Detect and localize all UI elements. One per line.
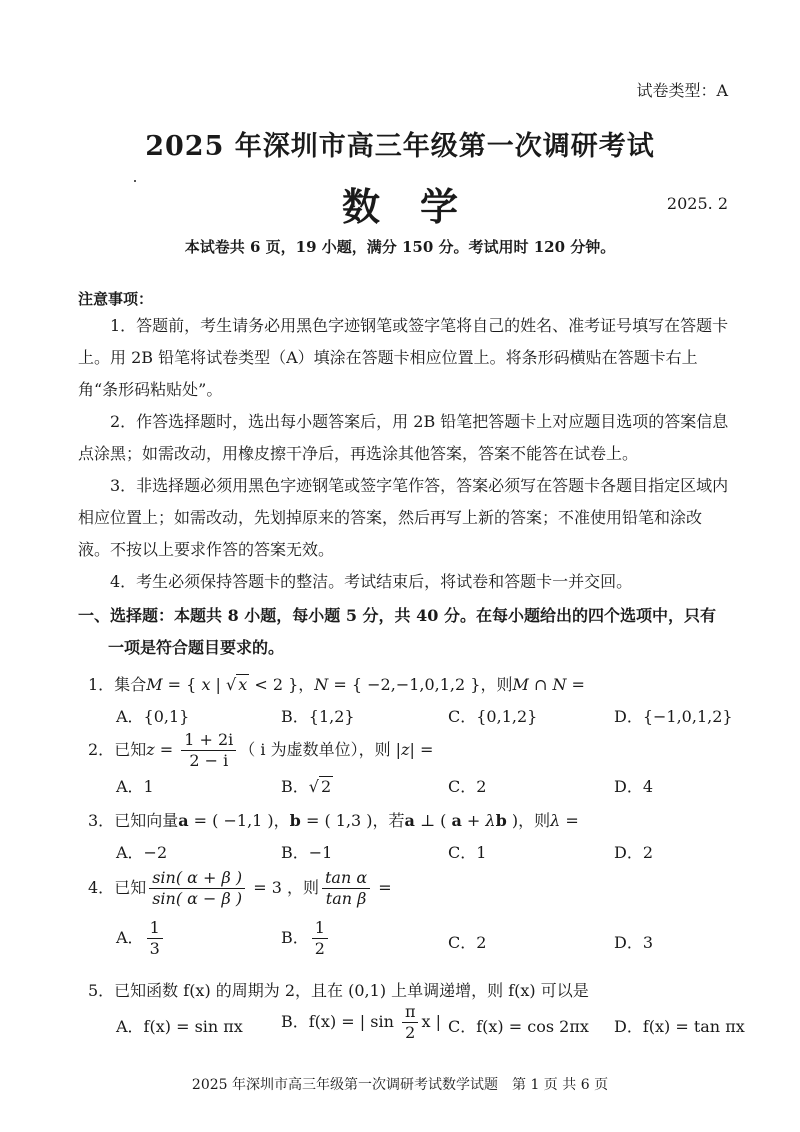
option-a: A．1 xyxy=(116,777,154,796)
option-a: A．f(x) = sin πx xyxy=(116,1017,243,1036)
paper-type: 试卷类型：A xyxy=(636,81,728,100)
option-b: B．√ 2 xyxy=(281,777,332,796)
question-4: 4．已知 $\frac{\sin( \alpha + \beta )}{\sin( \alpha - \beta )}$ = 3 ，则 $\frac{\text{tan α}}{\text{tan β}}$ = xyxy=(88,868,392,908)
note-item: 3．非选择题必须用黑色字迹钢笔或签字笔作答，答案必须写在答题卡各题目指定区域内相应位置上；如需改动，先划掉原来的答案，然后再写上新的答案；不准使用铅笔和涂改液。不按以上要求作答的答案无效。 xyxy=(78,476,729,559)
page-footer: 2025 年深圳市高三年级第一次调研考试数学试题 第 1 页 共 6 页 xyxy=(191,1077,609,1093)
option-b: B． $\frac{1}{2}$ xyxy=(281,918,331,959)
section-line-2: 一项是符合题目要求的。 xyxy=(108,638,285,657)
section-line-1: 一、选择题：本题共 8 小题，每小题 5 分，共 40 分。在每小题给出的四个选项中，只有 xyxy=(78,606,716,625)
option-d: D．{−1,0,1,2} xyxy=(614,707,733,726)
option-d: D．f(x) = tan πx xyxy=(614,1017,745,1036)
question-3: 3．已知向量a = ( −1,1 )，b = ( 1,3 )，若a ⊥ ( a + λb )，则λ = xyxy=(88,811,579,830)
note-item: 1．答题前，考生请务必用黑色字迹钢笔或签字笔将自己的姓名、准考证号填写在答题卡上。用 2B 铅笔将试卷类型（A）填涂在答题卡相应位置上。将条形码横贴在答题卡右上角“条形码粘贴处”。 xyxy=(78,316,729,399)
option-c: C．f(x) = cos 2πx xyxy=(448,1017,589,1036)
subject-title: 数学 xyxy=(341,184,498,229)
fraction: $\frac{\text{tan α}}{\text{tan β}}$ xyxy=(322,868,370,909)
option-c: C．1 xyxy=(448,843,487,862)
option-b: B．{1,2} xyxy=(281,707,355,726)
option-d: D．2 xyxy=(614,843,654,862)
question-5: 5．已知函数 f(x) 的周期为 2，且在 (0,1) 上单调递增，则 f(x) 可以是 xyxy=(88,981,589,1000)
option-d: D．4 xyxy=(614,777,654,796)
exam-info: 本试卷共 6 页，19 小题，满分 150 分。考试用时 120 分钟。 xyxy=(184,238,616,256)
option-b: B．−1 xyxy=(281,843,333,862)
note-item: 4．考生必须保持答题卡的整洁。考试结束后，将试卷和答题卡一并交回。 xyxy=(110,572,633,591)
option-d: D．3 xyxy=(614,933,654,952)
fraction: $\frac{1 + 2i}{2 - i}$ xyxy=(181,730,236,771)
option-c: C．2 xyxy=(448,933,487,952)
option-a: A．−2 xyxy=(116,843,168,862)
exam-title: 2025 年深圳市高三年级第一次调研考试 xyxy=(145,131,655,162)
exam-date: 2025. 2 xyxy=(666,194,728,213)
question-1: 1．集合M = { x | √ x < 2 }，N = { −2,−1,0,1,2 }，则M ∩ N = xyxy=(88,675,585,694)
fraction: $\frac{\sin( \alpha + \beta )}{\sin( \alpha - \beta )}$ xyxy=(149,868,245,909)
option-c: C．2 xyxy=(448,777,487,796)
option-a: A．{0,1} xyxy=(116,707,190,726)
section-heading xyxy=(78,600,738,664)
option-b: B．f(x) = | sin $\frac{\pi}{2}$ x | xyxy=(281,1002,441,1042)
option-c: C．{0,1,2} xyxy=(448,707,538,726)
question-2: 2．已知z = $\frac{1 + 2i}{2 - i}$ （ i 为虚数单位），则 |z| = xyxy=(88,730,434,770)
notes-heading: 注意事项： xyxy=(78,290,154,308)
option-a: A． $\frac{1}{3}$ xyxy=(116,918,166,959)
note-item: 2．作答选择题时，选出每小题答案后，用 2B 铅笔把答题卡上对应题目选项的答案信息点涂黑；如需改动，用橡皮擦干净后，再选涂其他答案，答案不能答在试卷上。 xyxy=(78,412,729,463)
